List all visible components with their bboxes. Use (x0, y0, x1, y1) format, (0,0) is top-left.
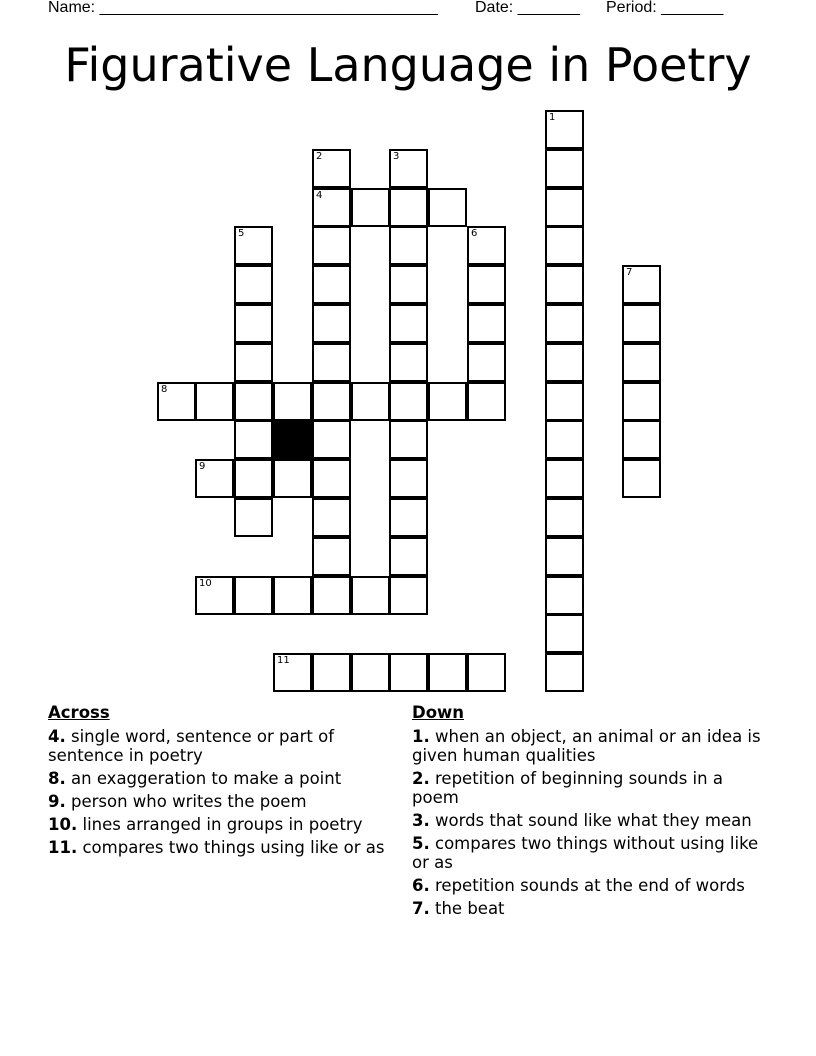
across-clue (48, 727, 393, 765)
clue-text: compares two things without using like or as (412, 834, 759, 872)
clue-number: 4 (316, 190, 323, 201)
clue-num: 4. (48, 727, 66, 746)
clue-number: 1 (549, 112, 556, 123)
clue-num: 9. (48, 792, 66, 811)
clue-text: when an object, an animal or an idea is given human qualities (412, 727, 761, 765)
crossword-cell[interactable] (467, 226, 506, 265)
clue-text: single word, sentence or part of sentence in poetry (48, 727, 335, 765)
crossword-cell[interactable] (351, 382, 390, 421)
crossword-cell[interactable] (622, 420, 661, 459)
crossword-cell[interactable] (312, 343, 351, 382)
crossword-cell[interactable] (467, 265, 506, 304)
crossword-cell[interactable] (312, 459, 351, 498)
crossword-cell[interactable] (312, 653, 351, 692)
across-clues (48, 703, 393, 861)
crossword-cell[interactable] (428, 188, 467, 227)
down-clues (412, 703, 762, 922)
crossword-cell[interactable] (312, 149, 351, 188)
crossword-cell[interactable] (234, 576, 273, 615)
crossword-cell[interactable] (467, 653, 506, 692)
across-clue (48, 769, 393, 788)
clue-num: 8. (48, 769, 66, 788)
crossword-cell[interactable] (545, 110, 584, 149)
clue-num: 5. (412, 834, 430, 853)
crossword-cell[interactable] (545, 382, 584, 421)
crossword-cell[interactable] (545, 226, 584, 265)
crossword-cell[interactable] (389, 304, 428, 343)
crossword-cell[interactable] (195, 382, 234, 421)
crossword-cell[interactable] (545, 304, 584, 343)
crossword-cell[interactable] (273, 576, 312, 615)
crossword-cell[interactable] (545, 343, 584, 382)
clue-text: repetition of beginning sounds in a poem (412, 769, 723, 807)
crossword-cell[interactable] (428, 653, 467, 692)
clue-number: 7 (626, 267, 633, 278)
crossword-cell[interactable] (622, 343, 661, 382)
clue-number: 2 (316, 151, 323, 162)
crossword-cell[interactable] (312, 498, 351, 537)
crossword-cell[interactable] (234, 304, 273, 343)
date-field-label: Date: _______ (475, 0, 580, 16)
down-clue (412, 769, 762, 807)
crossword-cell[interactable] (273, 459, 312, 498)
clue-number: 11 (277, 655, 290, 666)
crossword-cell[interactable] (195, 576, 234, 615)
crossword-cell[interactable] (389, 382, 428, 421)
crossword-cell[interactable] (351, 653, 390, 692)
down-heading: Down (412, 703, 465, 722)
clue-number: 3 (393, 151, 400, 162)
down-clue (412, 727, 762, 765)
crossword-cell[interactable] (234, 343, 273, 382)
crossword-cell[interactable] (312, 576, 351, 615)
across-clue (48, 792, 393, 811)
crossword-cell[interactable] (389, 653, 428, 692)
crossword-cell[interactable] (234, 226, 273, 265)
clue-number: 10 (199, 578, 212, 589)
crossword-cell[interactable] (312, 226, 351, 265)
crossword-cell[interactable] (545, 265, 584, 304)
crossword-cell[interactable] (545, 576, 584, 615)
clue-number: 6 (471, 228, 478, 239)
clue-text: repetition sounds at the end of words (435, 876, 745, 895)
clue-number: 8 (161, 384, 168, 395)
crossword-cell[interactable] (545, 188, 584, 227)
crossword-cell[interactable] (312, 420, 351, 459)
down-clue (412, 834, 762, 872)
crossword-cell[interactable] (622, 382, 661, 421)
across-heading: Across (48, 703, 110, 722)
clue-num: 2. (412, 769, 430, 788)
crossword-cell[interactable] (545, 498, 584, 537)
crossword-cell[interactable] (273, 653, 312, 692)
crossword-cell[interactable] (389, 576, 428, 615)
crossword-cell[interactable] (389, 226, 428, 265)
crossword-cell[interactable] (389, 537, 428, 576)
clue-text: lines arranged in groups in poetry (82, 815, 363, 834)
crossword-cell[interactable] (389, 265, 428, 304)
crossword-cell[interactable] (351, 188, 390, 227)
clue-num: 7. (412, 899, 430, 918)
crossword-cell[interactable] (389, 343, 428, 382)
clue-text: person who writes the poem (71, 792, 307, 811)
across-clue (48, 815, 393, 834)
crossword-cell[interactable] (545, 459, 584, 498)
crossword-cell[interactable] (312, 188, 351, 227)
crossword-cell[interactable] (157, 382, 196, 421)
clue-text: words that sound like what they mean (435, 811, 752, 830)
black-square (273, 420, 312, 459)
crossword-cell[interactable] (622, 304, 661, 343)
clue-num: 3. (412, 811, 430, 830)
crossword-cell[interactable] (389, 420, 428, 459)
crossword-cell[interactable] (545, 614, 584, 653)
name-field-label: Name: ______________________________________ (48, 0, 438, 16)
period-field-label: Period: _______ (606, 0, 724, 16)
crossword-cell[interactable] (234, 420, 273, 459)
crossword-cell[interactable] (312, 382, 351, 421)
crossword-cell[interactable] (312, 537, 351, 576)
crossword-cell[interactable] (234, 265, 273, 304)
across-clue (48, 838, 393, 857)
crossword-cell[interactable] (234, 382, 273, 421)
crossword-cell[interactable] (545, 420, 584, 459)
down-clue (412, 811, 762, 830)
clue-num: 11. (48, 838, 78, 857)
clue-num: 1. (412, 727, 430, 746)
crossword-cell[interactable] (273, 382, 312, 421)
clue-number: 5 (238, 228, 245, 239)
crossword-cell[interactable] (351, 576, 390, 615)
clue-num: 10. (48, 815, 78, 834)
clue-text: an exaggeration to make a point (71, 769, 342, 788)
clue-num: 6. (412, 876, 430, 895)
crossword-cell[interactable] (545, 653, 584, 692)
crossword-cell[interactable] (389, 149, 428, 188)
page-title: Figurative Language in Poetry (64, 38, 752, 92)
crossword-cell[interactable] (622, 265, 661, 304)
crossword-cell[interactable] (389, 498, 428, 537)
crossword-cell[interactable] (389, 188, 428, 227)
down-clue (412, 876, 762, 895)
down-clue (412, 899, 762, 918)
crossword-cell[interactable] (467, 343, 506, 382)
crossword-cell[interactable] (312, 304, 351, 343)
clue-number: 9 (199, 461, 206, 472)
crossword-cell[interactable] (312, 265, 351, 304)
crossword-cell[interactable] (389, 459, 428, 498)
crossword-cell[interactable] (428, 382, 467, 421)
crossword-cell[interactable] (195, 459, 234, 498)
crossword-cell[interactable] (467, 304, 506, 343)
crossword-cell[interactable] (234, 498, 273, 537)
clue-text: the beat (435, 899, 505, 918)
crossword-cell[interactable] (467, 382, 506, 421)
crossword-cell[interactable] (545, 149, 584, 188)
clue-text: compares two things using like or as (82, 838, 385, 857)
crossword-cell[interactable] (545, 537, 584, 576)
crossword-cell[interactable] (234, 459, 273, 498)
crossword-cell[interactable] (622, 459, 661, 498)
